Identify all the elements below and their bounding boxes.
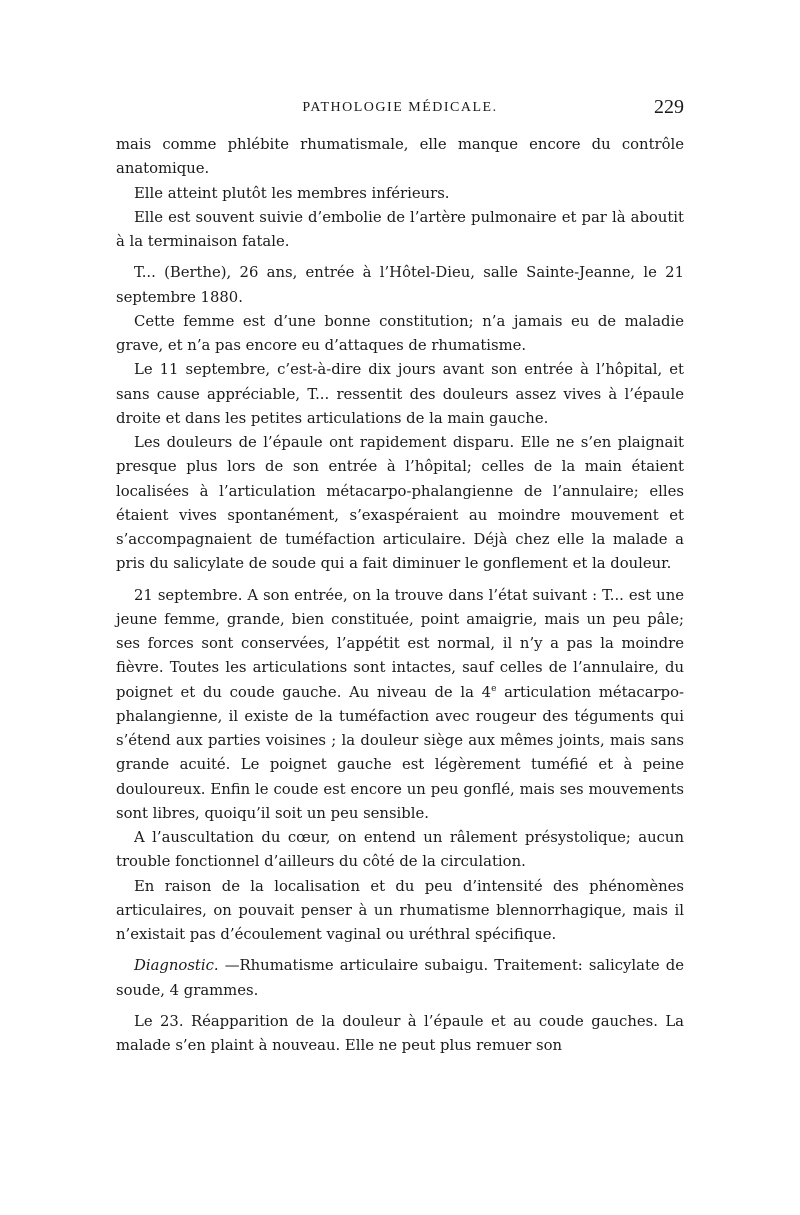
admission-text-a: 21 septembre. A son entrée, on la trouve dans l’état suivant : T... est une jeune femme, grande, bien constituée, point amaigrie, mais un peu pâle; ses forces sont conservées, l’appétit est normal, il n’y a pas la moindre fièvre. Toutes les articulations sont intactes, sauf celles de l’annulaire, du poignet et du coude gauche. Au niveau de la 4 bbox=[116, 586, 684, 701]
diagnosis-label: Diagnostic. bbox=[134, 957, 219, 975]
ordinal-superscript: e bbox=[491, 683, 497, 694]
admission-text-b: articulation métacarpo-phalangienne, il existe de la tuméfaction avec rougeur des téguments qui s’étend aux parties voisines ; la douleur siège aux mêmes joints, mais sans grande acuité. Le poignet gauche est légèrement tuméfié et à peine douloureux. Enfin le coude est encore un peu gonflé, mais ses mouvements sont libres, quoiqu’il soit un peu sensible. bbox=[116, 683, 684, 822]
paragraph-embolism: Elle est souvent suivie d’embolie de l’artère pulmonaire et par là aboutit à la terminaison fatale. bbox=[116, 208, 684, 250]
running-title: PATHOLOGIE MÉDICALE. bbox=[302, 100, 498, 115]
body-text bbox=[116, 133, 684, 1058]
paragraph-continuation: mais comme phlébite rhumatismale, elle manque encore du contrôle anatomique. bbox=[116, 136, 684, 178]
running-header bbox=[116, 96, 684, 120]
paragraph-lower-limbs: Elle atteint plutôt les membres inférieurs. bbox=[134, 184, 450, 202]
paragraph-pain-evolution: Les douleurs de l’épaule ont rapidement disparu. Elle ne s’en plaignait presque plus lors de son entrée à l’hôpital; celles de la main étaient localisées à l’articulation métacarpo-phalangienne de l’annulaire; elles étaient vives spontanément, s’exaspéraient au moindre mouvement et s’accompagnaient de tuméfaction articulaire. Déjà chez elle la malade a pris du salicylate de soude qui a fait diminuer le gonflement et la douleur. bbox=[116, 434, 684, 573]
paragraph-auscultation: A l’auscultation du cœur, on entend un râlement présystolique; aucun trouble fonctionnel d’ailleurs du côté de la circulation. bbox=[116, 829, 684, 871]
diagnosis-text: —Rhumatisme articulaire subaigu. Traitement: salicylate de soude, 4 grammes. bbox=[116, 957, 684, 999]
paragraph-diagnosis bbox=[116, 954, 684, 1003]
paragraph-constitution: Cette femme est d’une bonne constitution; n’a jamais eu de maladie grave, et n’a pas encore eu d’attaques de rhumatisme. bbox=[116, 312, 684, 354]
paragraph-patient-intro: T... (Berthe), 26 ans, entrée à l’Hôtel-Dieu, salle Sainte-Jeanne, le 21 septembre 1880. bbox=[116, 264, 684, 306]
paragraph-onset: Le 11 septembre, c’est-à-dire dix jours avant son entrée à l’hôpital, et sans cause appréciable, T... ressentit des douleurs assez vives à l’épaule droite et dans les petites articulations de la main gauche. bbox=[116, 361, 684, 427]
page-number: 229 bbox=[654, 96, 684, 118]
paragraph-admission-exam bbox=[116, 584, 684, 827]
paragraph-differential: En raison de la localisation et du peu d’intensité des phénomènes articulaires, on pouvait penser à un rhumatisme blennorrhagique, mais il n’existait pas d’écoulement vaginal ou uréthral spécifique. bbox=[116, 877, 684, 943]
paragraph-day-23: Le 23. Réapparition de la douleur à l’épaule et au coude gauches. La malade s’en plaint à nouveau. Elle ne peut plus remuer son bbox=[116, 1012, 684, 1054]
